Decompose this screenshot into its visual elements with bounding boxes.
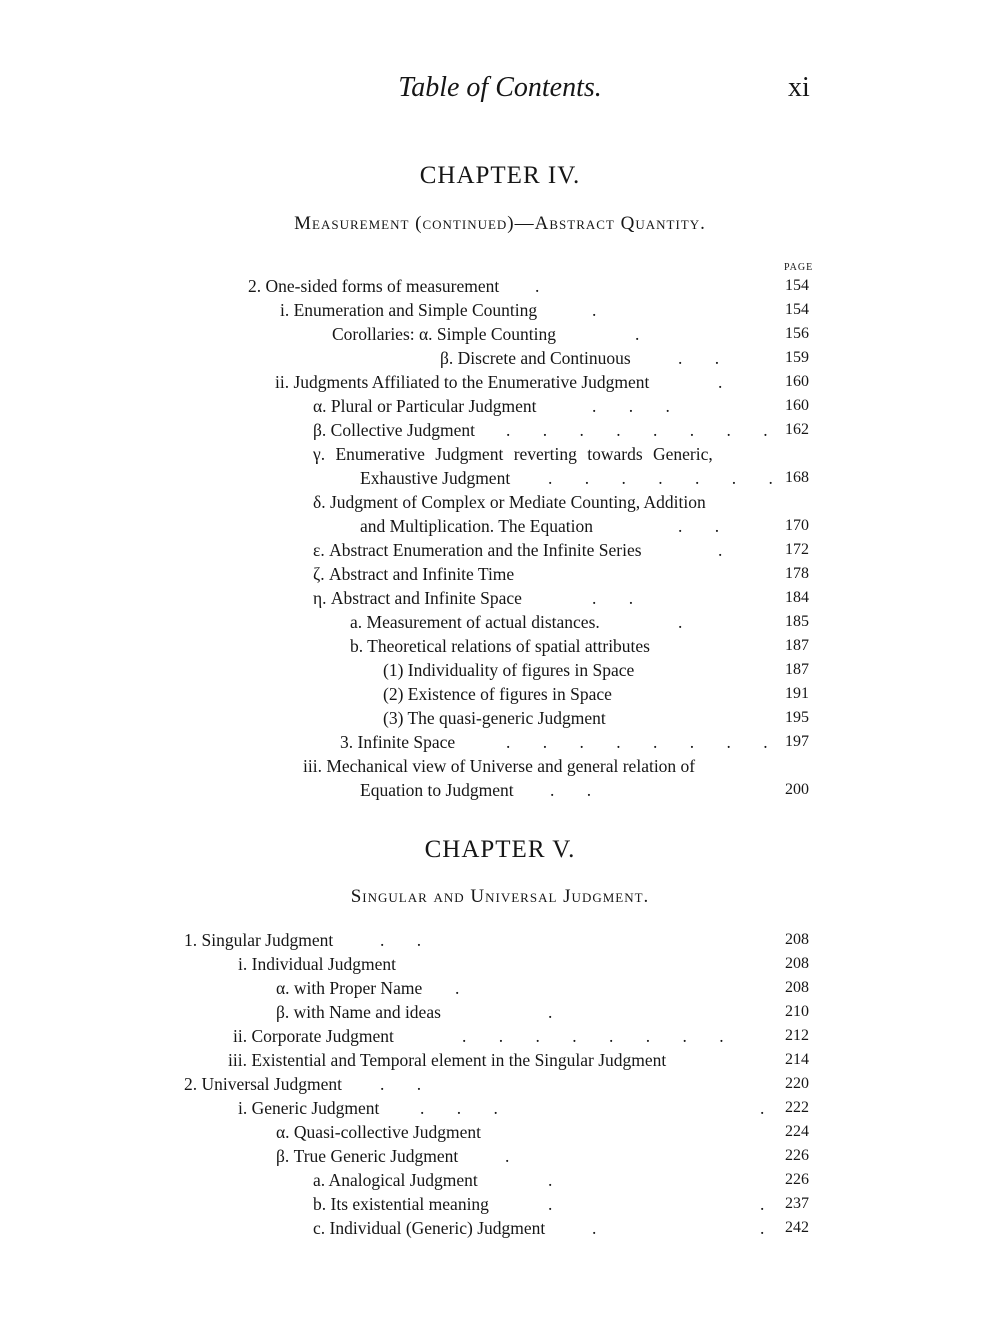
toc-entry-page: 212 bbox=[785, 1027, 809, 1044]
toc-entry-label: and Multiplication. The Equation bbox=[360, 516, 593, 536]
toc-entry-label: ii. Judgments Affiliated to the Enumerative Judgment bbox=[275, 372, 650, 392]
toc-entry-page: 172 bbox=[785, 541, 809, 558]
toc-entry-label: b. Theoretical relations of spatial attributes bbox=[350, 636, 650, 656]
toc-entry-label: i. Generic Judgment bbox=[238, 1098, 380, 1118]
toc-entry-page: 191 bbox=[785, 685, 809, 702]
toc-entry-page: 187 bbox=[785, 661, 809, 678]
toc-entry-label: iii. Mechanical view of Universe and general relation of bbox=[303, 756, 696, 776]
toc-entry-page: 208 bbox=[785, 931, 809, 948]
toc-entry-label: α. Plural or Particular Judgment bbox=[313, 396, 537, 416]
toc-entry-page: 170 bbox=[785, 517, 809, 534]
toc-entry-label: 2. One-sided forms of measurement bbox=[248, 276, 500, 296]
toc-entry-page: 222 bbox=[785, 1099, 809, 1116]
toc-entry-label: a. Analogical Judgment bbox=[313, 1170, 478, 1190]
toc-entry-label: ii. Corporate Judgment bbox=[233, 1026, 394, 1046]
toc-entry-page: 160 bbox=[785, 397, 809, 414]
toc-entry-label: (1) Individuality of figures in Space bbox=[383, 660, 635, 680]
toc-entry-page: 226 bbox=[785, 1171, 809, 1188]
toc-entry-label: 3. Infinite Space bbox=[340, 732, 456, 752]
toc-entry-page: 208 bbox=[785, 955, 809, 972]
toc-entry-page: 226 bbox=[785, 1147, 809, 1164]
toc-entry-label: (3) The quasi-generic Judgment bbox=[383, 708, 606, 728]
chapter-heading: CHAPTER IV. bbox=[419, 162, 581, 189]
toc-entry-label: Equation to Judgment bbox=[360, 780, 514, 800]
toc-entry-page: 154 bbox=[785, 301, 809, 318]
chapter-subtitle: Measurement (continued)—Abstract Quantity. bbox=[294, 213, 706, 234]
toc-entry-page: 184 bbox=[785, 589, 809, 606]
toc-entry-label: ζ. Abstract and Infinite Time bbox=[313, 564, 515, 584]
toc-entry-page: 208 bbox=[785, 979, 809, 996]
toc-entry-label: β. with Name and ideas bbox=[276, 1002, 441, 1022]
toc-entry-page: 154 bbox=[785, 277, 809, 294]
toc-entry-label: β. True Generic Judgment bbox=[276, 1146, 459, 1166]
toc-entry-page: 187 bbox=[785, 637, 809, 654]
chapter-heading: CHAPTER V. bbox=[424, 836, 576, 863]
toc-entry-label: γ. Enumerative Judgment reverting towards Generic, bbox=[313, 444, 713, 464]
toc-entry-label: Corollaries: α. Simple Counting bbox=[332, 324, 557, 344]
toc-entry-page: 195 bbox=[785, 709, 809, 726]
toc-entry-page: 237 bbox=[785, 1195, 809, 1212]
toc-entry-label: (2) Existence of figures in Space bbox=[383, 684, 612, 704]
page-column-label: PAGE bbox=[784, 262, 814, 273]
toc-entry-page: 224 bbox=[785, 1123, 809, 1140]
toc-entry-page: 210 bbox=[785, 1003, 809, 1020]
toc-entry-label: Exhaustive Judgment bbox=[360, 468, 511, 488]
toc-entry-page: 178 bbox=[785, 565, 809, 582]
toc-entry-page: 200 bbox=[785, 781, 809, 798]
toc-entry-page: 197 bbox=[785, 733, 809, 750]
toc-entry-label: c. Individual (Generic) Judgment bbox=[313, 1218, 546, 1238]
toc-entry-label: 1. Singular Judgment bbox=[184, 930, 334, 950]
toc-entry-page: 242 bbox=[785, 1219, 809, 1236]
toc-entry-page: 185 bbox=[785, 613, 809, 630]
toc-entry-label: β. Collective Judgment bbox=[313, 420, 476, 440]
toc-entry-label: i. Individual Judgment bbox=[238, 954, 396, 974]
toc-entry-page: 159 bbox=[785, 349, 809, 366]
toc-entry-page: 162 bbox=[785, 421, 809, 438]
running-head bbox=[0, 72, 1000, 112]
toc-entry-label: α. Quasi-collective Judgment bbox=[276, 1122, 482, 1142]
toc-entry-label: δ. Judgment of Complex or Mediate Counting, Addition bbox=[313, 492, 706, 512]
toc-entry-page: 160 bbox=[785, 373, 809, 390]
page-number: xi bbox=[788, 72, 810, 103]
toc-entry-label: a. Measurement of actual distances. bbox=[350, 612, 600, 632]
toc-entry-label: β. Discrete and Continuous bbox=[440, 348, 631, 368]
toc-entry-label: η. Abstract and Infinite Space bbox=[313, 588, 522, 608]
book-page: Table of Contents. xi CHAPTER IV. Measurement (continued)—Abstract Quantity. PAGE 2. One-sided forms of measurement . 154 i. Enumeration and Simple Counting . 154 Corollaries: α. Simple Counting . 156 β. Discrete and Continuous . . 159 ii. Judgments Affiliated to the Enumerative Judgment . 160 α. Plural or Particular Judgment . . . 160 β. Collective Judgment . . . . . . . . 162 γ. Enumerative Judgment reverting towards Generic, Exhaustive Judgment . . . . . . . 168 δ. Judgment of Complex or Mediate Counting, Addition and Multiplication. The Equation . . 170 ε. Abstract Enumeration and the Infinite Series . 172 ζ. Abstract and Infinite Time 178 η. Abstract and Infinite Space . . 184 a. Measurement of actual distances. . 185 b. Theoretical relations of spatial attributes 187 (1) Individuality of figures in Space 187 (2) Existence of figures in Space 191 (3) The quasi-generic Judgment 195 3. Infinite Space . . . . . . . . 197 iii. Mechanical view of Universe and general relation of Equation to Judgment . . 200 CHAPTER V. Singular and Universal Judgment. 1. Singular Judgment . . 208 i. Individual Judgment 208 α. with Proper Name . 208 β. with Name and ideas . 210 ii. Corporate Judgment . . . . . . . . 212 iii. Existential and Temporal element in the Singular Judgment 214 2. Universal Judgment . . 220 i. Generic Judgment . . . . 222 α. Quasi-collective Judgment 224 β. True Generic Judgment . 226 a. Analogical Judgment . 226 b. Its existential meaning . . 237 c. Individual (Generic) Judgment . . 242 bbox=[0, 0, 1000, 1333]
chapter-subtitle: Singular and Universal Judgment. bbox=[350, 886, 650, 907]
toc-entry-page: 156 bbox=[785, 325, 809, 342]
toc-entry-label: ε. Abstract Enumeration and the Infinite Series bbox=[313, 540, 642, 560]
toc-entry-page: 168 bbox=[785, 469, 809, 486]
toc-entry-label: 2. Universal Judgment bbox=[184, 1074, 342, 1094]
toc-entry-label: i. Enumeration and Simple Counting bbox=[280, 300, 538, 320]
toc-entry-page: 214 bbox=[785, 1051, 809, 1068]
toc-entry-page: 220 bbox=[785, 1075, 809, 1092]
running-title: Table of Contents. bbox=[398, 72, 602, 103]
toc-entry-label: α. with Proper Name bbox=[276, 978, 423, 998]
toc-entry-label: iii. Existential and Temporal element in the Singular Judgment bbox=[228, 1050, 667, 1070]
toc-entry-label: b. Its existential meaning bbox=[313, 1194, 489, 1214]
